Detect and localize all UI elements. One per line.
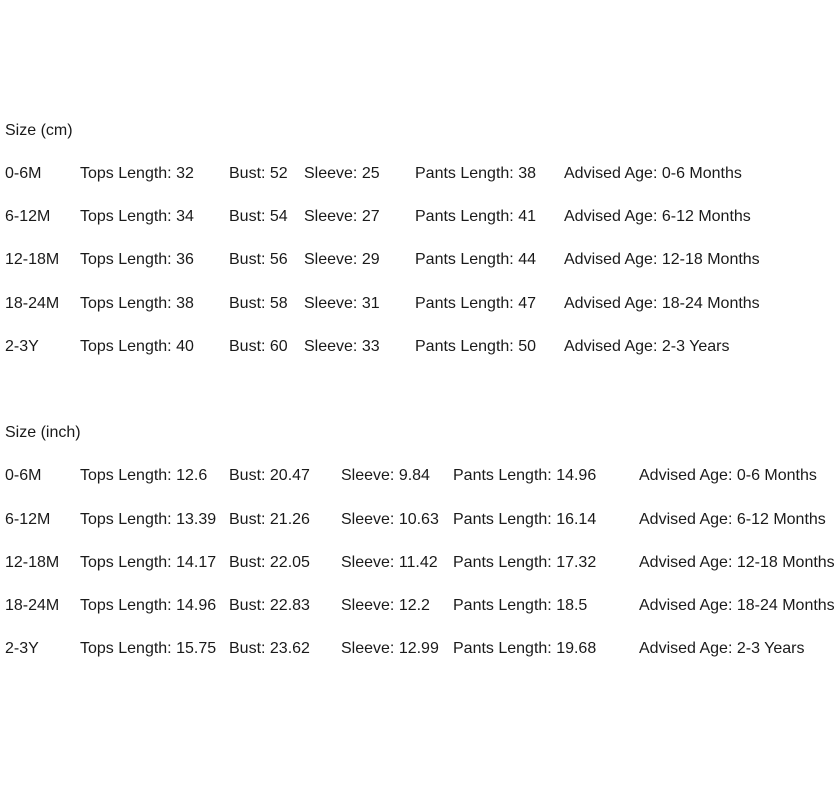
cm-row-sleeve: Sleeve: 29 — [304, 251, 380, 268]
cm-row-age: Advised Age: 18-24 Months — [564, 295, 760, 312]
cm-row-age: Advised Age: 2-3 Years — [564, 338, 730, 355]
inch-row-bust: Bust: 23.62 — [229, 640, 310, 657]
inch-row-tops: Tops Length: 12.6 — [80, 467, 208, 484]
inch-row-bust: Bust: 21.26 — [229, 511, 310, 528]
cm-row-age: Advised Age: 12-18 Months — [564, 251, 760, 268]
cm-row-pants: Pants Length: 47 — [415, 295, 536, 312]
cm-row-size: 6-12M — [5, 208, 51, 225]
inch-row-bust: Bust: 20.47 — [229, 467, 310, 484]
inch-row-age: Advised Age: 12-18 Months — [639, 554, 835, 571]
cm-row-sleeve: Sleeve: 25 — [304, 165, 380, 182]
inch-row-age: Advised Age: 0-6 Months — [639, 467, 817, 484]
inch-row-bust: Bust: 22.05 — [229, 554, 310, 571]
inch-row-tops: Tops Length: 13.39 — [80, 511, 217, 528]
cm-row-tops: Tops Length: 38 — [80, 295, 194, 312]
inch-row-age: Advised Age: 18-24 Months — [639, 597, 835, 614]
cm-row-size: 18-24M — [5, 295, 60, 312]
cm-row-bust: Bust: 52 — [229, 165, 288, 182]
cm-row-pants: Pants Length: 44 — [415, 251, 536, 268]
cm-row-bust: Bust: 60 — [229, 338, 288, 355]
cm-row-size: 2-3Y — [5, 338, 39, 355]
cm-row-sleeve: Sleeve: 27 — [304, 208, 380, 225]
cm-row-sleeve: Sleeve: 31 — [304, 295, 380, 312]
cm-row-bust: Bust: 54 — [229, 208, 288, 225]
inch-row-size: 2-3Y — [5, 640, 39, 657]
inch-row-tops: Tops Length: 15.75 — [80, 640, 217, 657]
size-cm-heading: Size (cm) — [5, 122, 73, 139]
inch-row-pants: Pants Length: 14.96 — [453, 467, 597, 484]
cm-row-pants: Pants Length: 50 — [415, 338, 536, 355]
inch-row-tops: Tops Length: 14.17 — [80, 554, 217, 571]
cm-row-pants: Pants Length: 41 — [415, 208, 536, 225]
cm-row-tops: Tops Length: 40 — [80, 338, 194, 355]
cm-row-age: Advised Age: 0-6 Months — [564, 165, 742, 182]
cm-row-bust: Bust: 56 — [229, 251, 288, 268]
size-inch-heading: Size (inch) — [5, 424, 81, 441]
cm-row-size: 12-18M — [5, 251, 60, 268]
inch-row-size: 0-6M — [5, 467, 42, 484]
inch-row-pants: Pants Length: 18.5 — [453, 597, 588, 614]
inch-row-sleeve: Sleeve: 12.2 — [341, 597, 430, 614]
inch-row-sleeve: Sleeve: 12.99 — [341, 640, 439, 657]
inch-row-sleeve: Sleeve: 9.84 — [341, 467, 430, 484]
cm-row-tops: Tops Length: 32 — [80, 165, 194, 182]
inch-row-sleeve: Sleeve: 11.42 — [341, 554, 438, 571]
cm-row-tops: Tops Length: 36 — [80, 251, 194, 268]
inch-row-pants: Pants Length: 19.68 — [453, 640, 597, 657]
inch-row-pants: Pants Length: 16.14 — [453, 511, 597, 528]
cm-row-tops: Tops Length: 34 — [80, 208, 194, 225]
cm-row-age: Advised Age: 6-12 Months — [564, 208, 751, 225]
cm-row-pants: Pants Length: 38 — [415, 165, 536, 182]
inch-row-pants: Pants Length: 17.32 — [453, 554, 597, 571]
cm-row-sleeve: Sleeve: 33 — [304, 338, 380, 355]
inch-row-size: 18-24M — [5, 597, 60, 614]
inch-row-tops: Tops Length: 14.96 — [80, 597, 217, 614]
inch-row-age: Advised Age: 6-12 Months — [639, 511, 826, 528]
cm-row-bust: Bust: 58 — [229, 295, 288, 312]
inch-row-bust: Bust: 22.83 — [229, 597, 310, 614]
inch-row-size: 6-12M — [5, 511, 51, 528]
inch-row-age: Advised Age: 2-3 Years — [639, 640, 805, 657]
inch-row-size: 12-18M — [5, 554, 60, 571]
inch-row-sleeve: Sleeve: 10.63 — [341, 511, 439, 528]
cm-row-size: 0-6M — [5, 165, 42, 182]
